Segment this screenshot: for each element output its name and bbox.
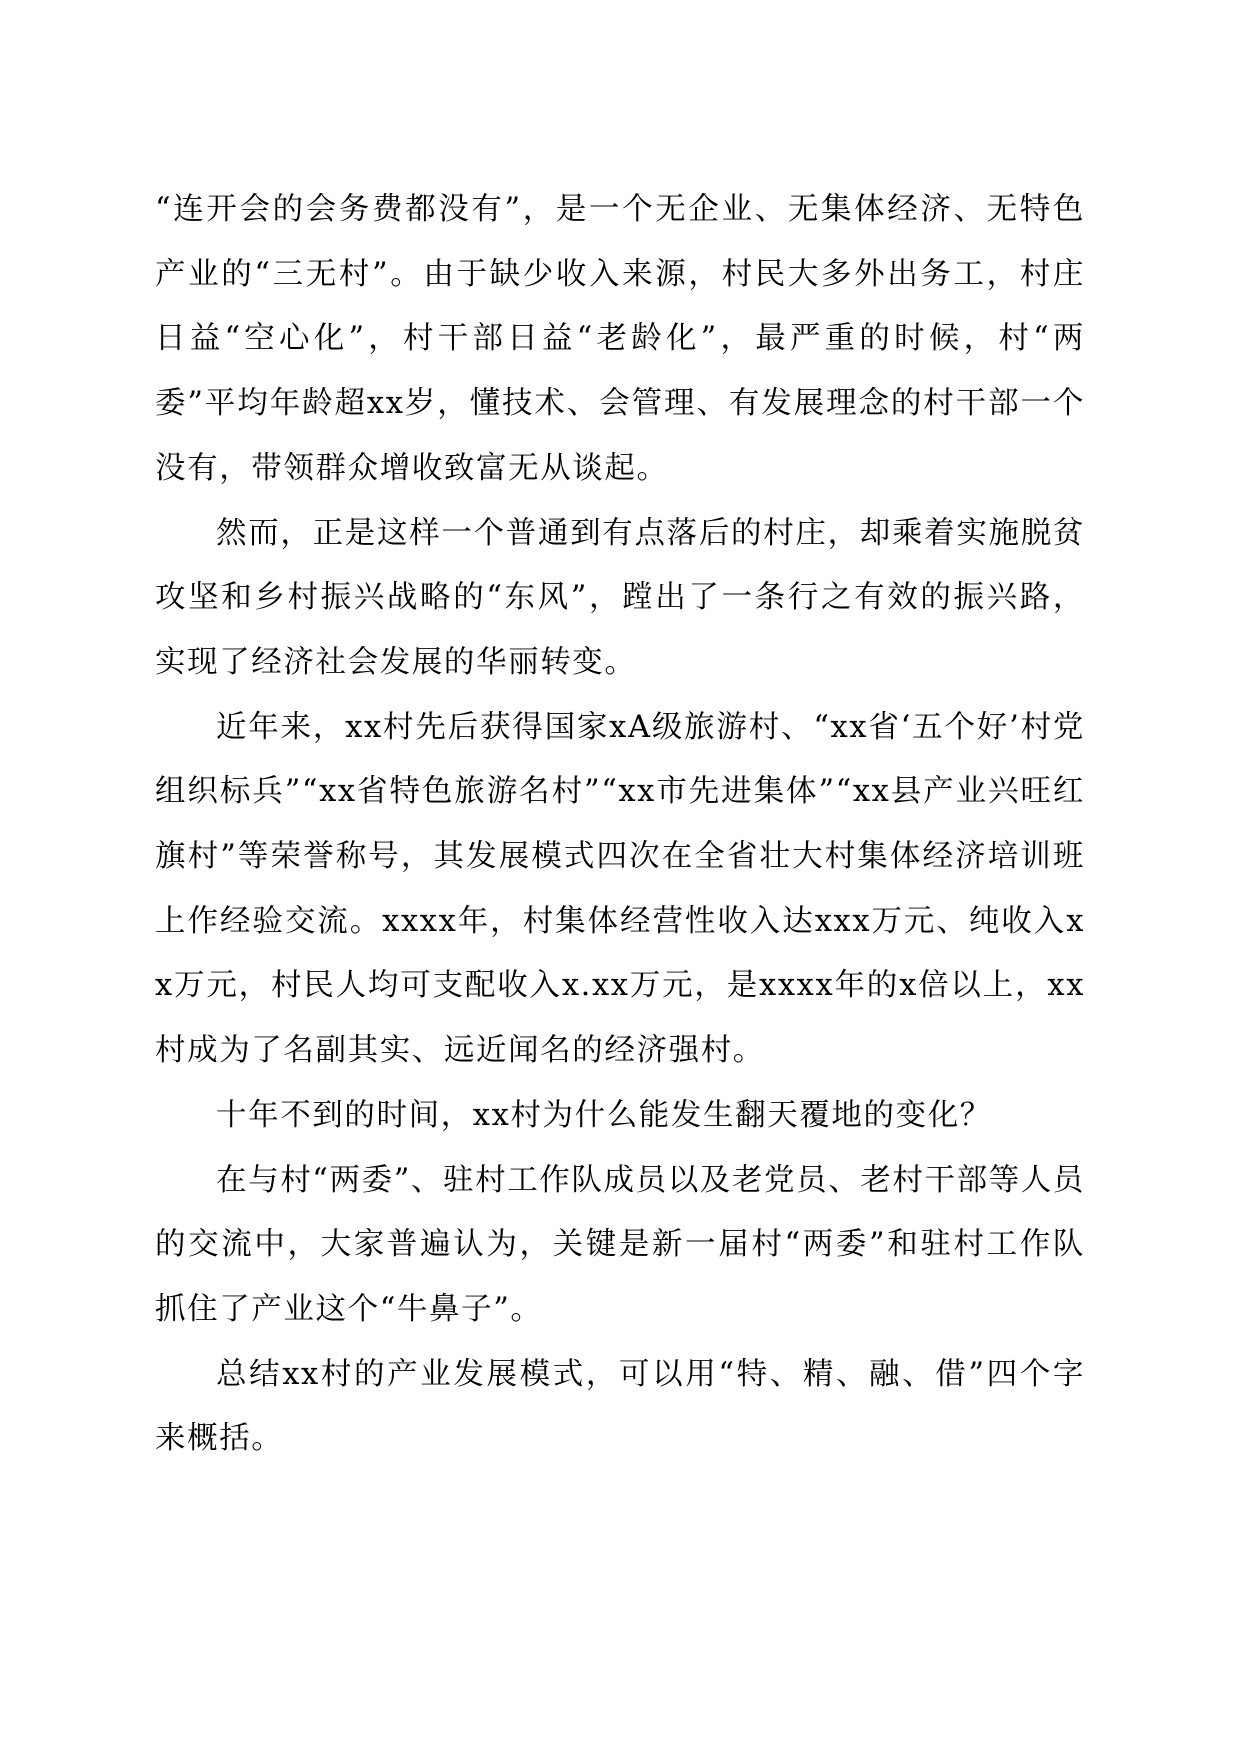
paragraph-question: 十年不到的时间，xx村为什么能发生翻天覆地的变化？	[216, 1097, 992, 1133]
paragraph-however: 然而，正是这样一个普通到有点落后的村庄，却乘着实施脱贫攻坚和乡村振兴战略的“东风”，蹚出了一条行之有效的振兴路，实现了经济社会发展的华丽转变。	[155, 515, 1085, 680]
paragraph-honors: 近年来，xx村先后获得国家xA级旅游村、“xx省‘五个好’村党组织标兵”“xx省特色旅游名村”“xx市先进集体”“xx县产业兴旺红旗村”等荣誉称号，其发展模式四次在全省壮大村集体经济培训班上作经验交流。xxxx年，村集体经营性收入达xxx万元、纯收入xx万元，村民人均可支配收入x.xx万元，是xxxx年的x倍以上，xx村成为了名副其实、远近闻名的经济强村。	[155, 709, 1085, 1069]
paragraph-summary: 总结xx村的产业发展模式，可以用“特、精、融、借”四个字来概括。	[155, 1356, 1085, 1457]
document-body	[155, 178, 1085, 1472]
paragraph-continuation: “连开会的会务费都没有”，是一个无企业、无集体经济、无特色产业的“三无村”。由于缺少收入来源，村民大多外出务工，村庄日益“空心化”，村干部日益“老龄化”，最严重的时候，村“两委”平均年龄超xx岁，懂技术、会管理、有发展理念的村干部一个没有，带领群众增收致富无从谈起。	[155, 192, 1085, 486]
paragraph-consensus: 在与村“两委”、驻村工作队成员以及老党员、老村干部等人员的交流中，大家普遍认为，关键是新一届村“两委”和驻村工作队抓住了产业这个“牛鼻子”。	[155, 1162, 1085, 1327]
